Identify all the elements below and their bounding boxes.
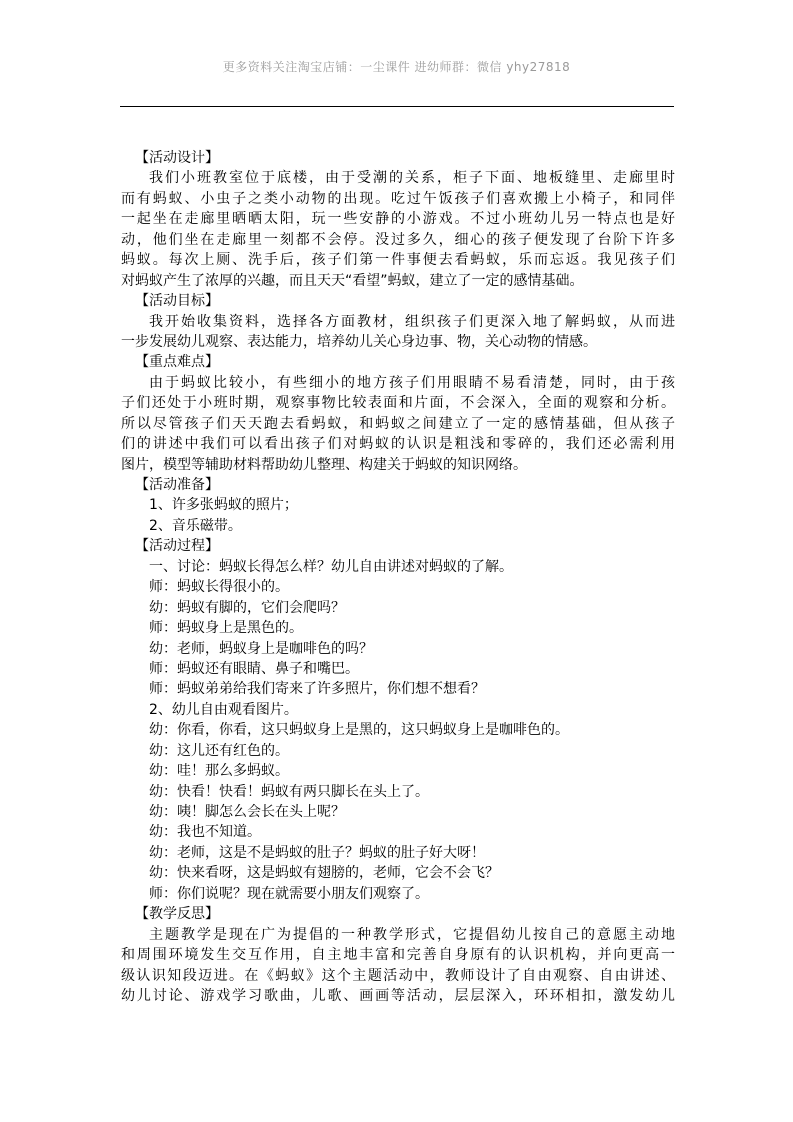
section-heading: 【活动设计】 bbox=[135, 150, 219, 166]
dialogue-line: 幼：快来看呀，这是蚂蚁有翅膀的，老师，它会不会飞？ bbox=[149, 865, 499, 882]
paragraph-line: 而有蚂蚁、小虫子之类小动物的出现。吃过午饭孩子们喜欢搬上小椅子，和同伴 bbox=[121, 190, 675, 207]
section-heading: 【活动准备】 bbox=[135, 477, 219, 493]
dialogue-line: 幼：哇！那么多蚂蚁。 bbox=[149, 763, 289, 780]
paragraph-line: 动，他们坐在走廊里一刻都不会停。没过多久，细心的孩子便发现了台阶下许多 bbox=[121, 231, 675, 248]
document-body bbox=[121, 148, 675, 1006]
section-heading: 【活动目标】 bbox=[135, 293, 219, 310]
dialogue-line: 幼：老师，这是不是蚂蚁的肚子？蚂蚁的肚子好大呀！ bbox=[149, 844, 485, 861]
dialogue-line: 幼：老师，蚂蚁身上是咖啡色的吗？ bbox=[149, 640, 373, 657]
paragraph-line: 图片，模型等辅助材料帮助幼儿整理、构建关于蚂蚁的知识网络。 bbox=[121, 456, 527, 473]
paragraph-line: 一起坐在走廊里晒晒太阳，玩一些安静的小游戏。不过小班幼儿另一特点也是好 bbox=[121, 211, 675, 228]
paragraph-line: 们的讲述中我们可以看出孩子们对蚂蚁的认识是粗浅和零碎的，我们还必需利用 bbox=[121, 436, 675, 453]
paragraph-line: 我开始收集资料，选择各方面教材，组织孩子们更深入地了解蚂蚁，从而进 bbox=[149, 313, 675, 330]
page-header: 更多资料关注淘宝店铺：一尘课件 进幼师群：微信 yhy27818 bbox=[222, 60, 571, 74]
dialogue-line: 师：蚂蚁还有眼睛、鼻子和嘴巴。 bbox=[149, 660, 359, 677]
dialogue-line: 幼：我也不知道。 bbox=[149, 824, 261, 841]
dialogue-line: 师：你们说呢？现在就需要小朋友们观察了。 bbox=[149, 885, 429, 902]
paragraph-line: 由于蚂蚁比较小，有些细小的地方孩子们用眼睛不易看清楚，同时，由于孩 bbox=[149, 374, 675, 391]
section-heading: 【教学反思】 bbox=[135, 906, 219, 923]
dialogue-line: 师：蚂蚁弟弟给我们寄来了许多照片，你们想不想看？ bbox=[149, 681, 485, 698]
paragraph-line: 一步发展幼儿观察、表达能力，培养幼儿关心身边事、物，关心动物的情感。 bbox=[121, 333, 597, 350]
paragraph-line: 对蚂蚁产生了浓厚的兴趣，而且天天“看望”蚂蚁，建立了一定的感情基础。 bbox=[121, 272, 584, 289]
dialogue-line: 一、讨论：蚂蚁长得怎么样？幼儿自由讲述对蚂蚁的了解。 bbox=[149, 558, 513, 575]
header-rule bbox=[120, 106, 674, 107]
dialogue-line: 幼：这儿还有红色的。 bbox=[149, 742, 289, 759]
paragraph-line: 蚂蚁。每次上厕、洗手后，孩子们第一件事便去看蚂蚁，乐而忘返。我见孩子们 bbox=[121, 252, 675, 269]
paragraph-line: 级认识知段迈进。在《蚂蚁》这个主题活动中，教师设计了自由观察、自由讲述、 bbox=[121, 967, 675, 984]
section-heading: 【重点难点】 bbox=[135, 354, 219, 371]
paragraph-line: 主题教学是现在广为提倡的一种教学形式，它提倡幼儿按自己的意愿主动地 bbox=[149, 926, 675, 943]
dialogue-line: 幼：咦！脚怎么会长在头上呢？ bbox=[149, 804, 345, 820]
paragraph-line: 我们小班教室位于底楼，由于受潮的关系，柜子下面、地板缝里、走廊里时 bbox=[149, 170, 675, 187]
dialogue-line: 师：蚂蚁长得很小的。 bbox=[149, 579, 289, 596]
dialogue-line: 师：蚂蚁身上是黑色的。 bbox=[149, 620, 303, 637]
list-item: 2、音乐磁带。 bbox=[149, 517, 242, 534]
paragraph-line: 幼儿讨论、游戏学习歌曲，儿歌、画画等活动，层层深入，环环相扣，激发幼儿 bbox=[121, 987, 675, 1004]
paragraph-line: 子们还处于小班时期，观察事物比较表面和片面，不会深入，全面的观察和分析。 bbox=[121, 395, 675, 412]
dialogue-line: 2、幼儿自由观看图片。 bbox=[149, 701, 298, 718]
dialogue-line: 幼：快看！快看！蚂蚁有两只脚长在头上了。 bbox=[149, 783, 429, 800]
dialogue-line: 幼：蚂蚁有脚的，它们会爬吗？ bbox=[149, 599, 345, 616]
dialogue-line: 幼：你看，你看，这只蚂蚁身上是黑的，这只蚂蚁身上是咖啡色的。 bbox=[149, 722, 569, 739]
list-item: 1、许多张蚂蚁的照片； bbox=[149, 497, 298, 514]
paragraph-line: 所以尽管孩子们天天跑去看蚂蚁，和蚂蚁之间建立了一定的感情基础，但从孩子 bbox=[121, 415, 675, 432]
section-heading: 【活动过程】 bbox=[135, 538, 219, 555]
paragraph-line: 和周围环境发生交互作用，自主地丰富和完善自身原有的认识机构，并向更高一 bbox=[121, 947, 675, 964]
